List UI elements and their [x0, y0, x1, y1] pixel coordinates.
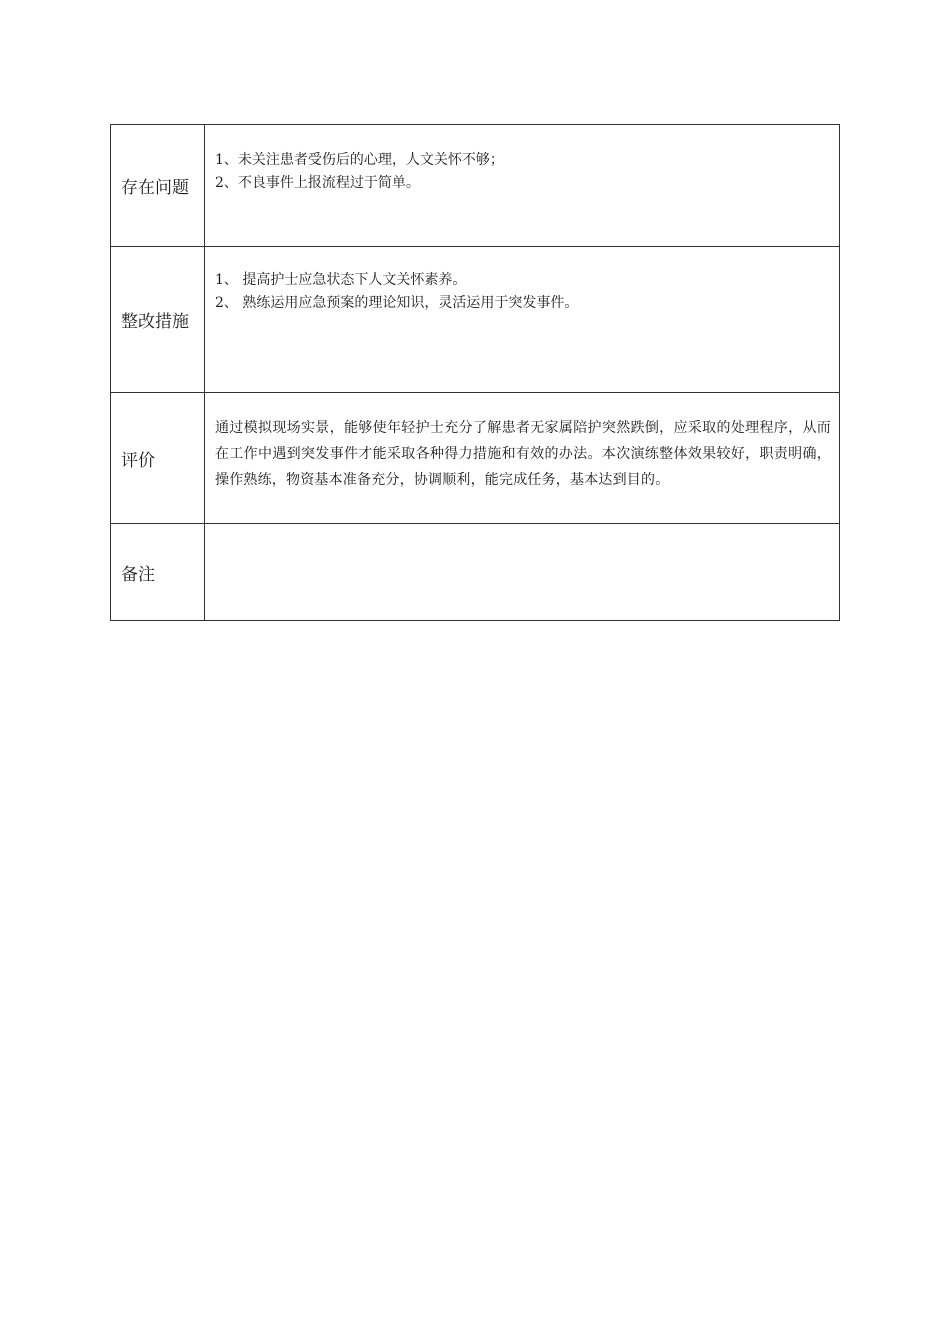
row-label-measures: 整改措施: [111, 247, 205, 393]
table-row-measures: [111, 247, 840, 393]
table-row-issues: [111, 125, 840, 247]
measure-item-1: 1、 提高护士应急状态下人文关怀素养。: [215, 272, 467, 288]
row-content-notes: [205, 524, 840, 621]
table-row-evaluation: [111, 393, 840, 524]
row-content-evaluation: [205, 393, 840, 524]
issue-item-2: 2、不良事件上报流程过于简单。: [215, 175, 420, 191]
evaluation-text: 通过模拟现场实景，能够使年轻护士充分了解患者无家属陪护突然跌倒，应采取的处理程序，从而在工作中遇到突发事件才能采取各种得力措施和有效的办法。本次演练整体效果较好，职责明确，操作熟练，物资基本准备充分，协调顺利，能完成任务，基本达到目的。: [215, 420, 831, 488]
row-label-notes: 备注: [111, 524, 205, 621]
table-row-notes: [111, 524, 840, 621]
row-content-issues: [205, 125, 840, 247]
row-content-measures: [205, 247, 840, 393]
issue-item-1: 1、未关注患者受伤后的心理，人文关怀不够；: [215, 152, 504, 168]
drill-record-table: [110, 124, 840, 621]
row-label-evaluation: 评价: [111, 393, 205, 524]
measure-item-2: 2、 熟练运用应急预案的理论知识，灵活运用于突发事件。: [215, 295, 579, 311]
row-label-issues: 存在问题: [111, 125, 205, 247]
